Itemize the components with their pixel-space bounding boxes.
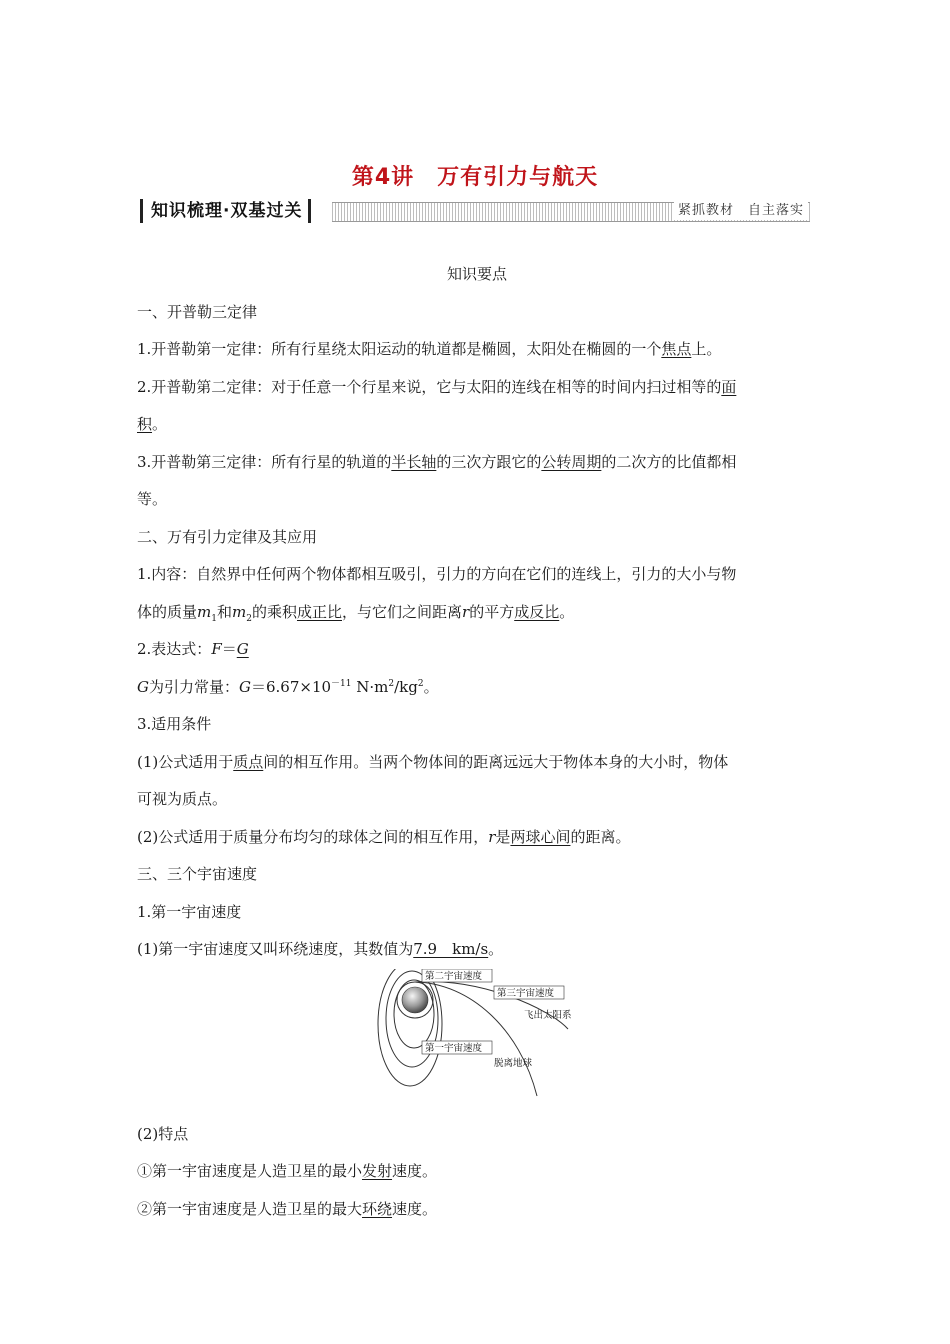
earth-icon: [402, 987, 428, 1013]
gravitational-constant: G为引力常量：$G=6.67\times 10^{-11}$ $N\cdot m^2/kg^2$。: [137, 677, 439, 696]
label-escape-solar-system: 飞出太阳系: [524, 1009, 572, 1021]
heading-cosmic-velocities: 三、三个宇宙速度: [137, 865, 258, 883]
gravitation-content-cont: 体的质量$m_1$和$m_2$的乘积成正比，与它们之间距离r的平方成反比。: [137, 602, 575, 624]
answer-area-a: 面: [721, 377, 737, 396]
heading-gravitation: 二、万有引力定律及其应用: [137, 527, 318, 546]
banner-label: 知识梳理·双基过关: [140, 199, 311, 223]
label-escape-earth: 脱离地球: [494, 1057, 533, 1069]
banner-motto: 紧抓教材 自主落实: [674, 202, 808, 220]
answer-focus: 焦点: [661, 340, 692, 358]
answer-inverse: 成反比: [514, 602, 560, 621]
kepler-first-law: 1.开普勒第一定律：所有行星绕太阳运动的轨道都是椭圆，太阳处在椭圆的一个焦点上。: [137, 340, 722, 358]
kepler-second-law-cont: 积。: [137, 415, 168, 433]
label-second-cosmic-velocity: 第二宇宙速度: [425, 970, 483, 982]
gravitation-content: 1.内容：自然界中任何两个物体都相互吸引，引力的方向在它们的连线上，引力的大小与物: [137, 565, 737, 583]
feature-1: ①第一宇宙速度是人造卫星的最小发射速度。: [137, 1162, 438, 1180]
label-first-cosmic-velocity: 第一宇宙速度: [425, 1042, 483, 1054]
gravitation-expression: 2.表达式：F＝G: [137, 640, 249, 658]
answer-orbital-period: 公转周期: [541, 452, 602, 471]
condition-2: (2)公式适用于质量分布均匀的球体之间的相互作用，r是两球心间的距离。: [137, 827, 631, 846]
answer-semi-major-axis: 半长轴: [391, 452, 437, 471]
first-cosmic-velocity-value: (1)第一宇宙速度又叫环绕速度，其数值为7.9 km/s。: [137, 940, 504, 958]
heading-kepler: 一、开普勒三定律: [137, 302, 258, 321]
kepler-third-law: 3.开普勒第三定律：所有行星的轨道的半长轴的三次方跟它的公转周期的二次方的比值都相: [137, 452, 737, 471]
features-heading: (2)特点: [137, 1124, 189, 1143]
section-banner: [140, 199, 810, 223]
cosmic-velocity-figure: [137, 969, 817, 1116]
answer-proportional: 成正比: [296, 602, 342, 621]
answer-centers: 两球心间: [510, 827, 571, 846]
page-title: 第4讲 万有引力与航天: [351, 165, 599, 190]
answer-mass-point: 质点: [233, 752, 264, 771]
answer-launch: 发射: [362, 1162, 393, 1180]
orbit-diagram: [370, 969, 590, 1099]
first-cosmic-velocity-heading: 1.第一宇宙速度: [137, 902, 242, 921]
condition-1: (1)公式适用于质点间的相互作用。当两个物体间的距离远远大于物体本身的大小时，物体: [137, 752, 729, 771]
conditions-heading: 3.适用条件: [137, 715, 212, 733]
kepler-third-law-cont: 等。: [137, 490, 168, 508]
feature-2: ②第一宇宙速度是人造卫星的最大环绕速度。: [137, 1199, 438, 1218]
answer-velocity: 7.9 km/s: [413, 940, 489, 958]
label-third-cosmic-velocity: 第三宇宙速度: [497, 987, 555, 999]
answer-orbit: 环绕: [362, 1199, 393, 1218]
answer-area-b: 积: [137, 415, 153, 433]
condition-1-cont: 可视为质点。: [137, 790, 228, 808]
answer-formula: G: [236, 640, 249, 658]
section-heading: 知识要点: [446, 265, 507, 283]
kepler-second-law: 2.开普勒第二定律：对于任意一个行星来说，它与太阳的连线在相等的时间内扫过相等的面: [137, 377, 737, 396]
document-body: [137, 256, 817, 1228]
